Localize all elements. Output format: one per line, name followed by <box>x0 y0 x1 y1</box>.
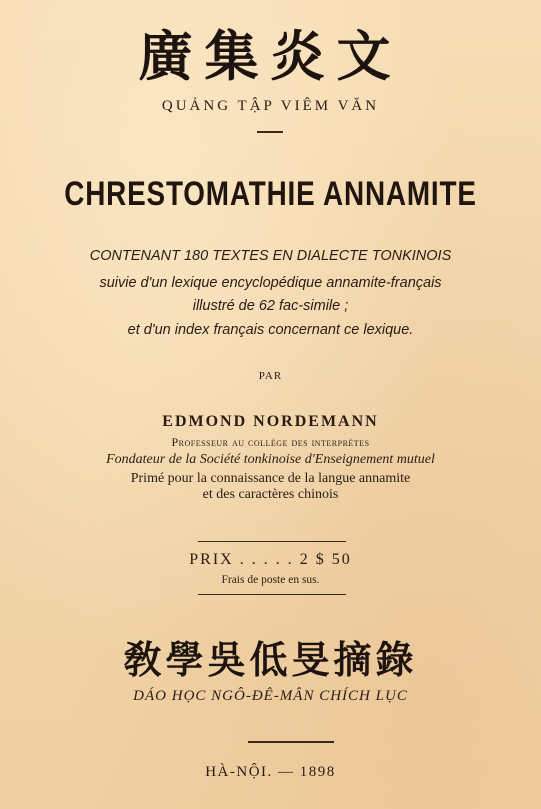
subtitle-line-3: illustré de 62 fac-simile ; <box>192 298 349 314</box>
price-rule-top <box>198 541 346 542</box>
author-role-award-cont: et des caractères chinois <box>202 487 339 502</box>
short-rule-bottom <box>248 741 334 743</box>
chinese-title: 廣集炎文 <box>138 24 403 88</box>
author-role-professor: Professeur au collège des interprètes <box>171 435 370 449</box>
author-role-founder: Fondateur de la Société tonkinoise d'Enseignement mutuel <box>106 452 435 467</box>
short-rule-top <box>257 131 283 133</box>
subtitle-line-1: CONTENANT 180 TEXTES EN DIALECTE TONKINOIS <box>89 248 452 264</box>
subtitle-line-2: suivie d'un lexique encyclopédique annamite-français <box>99 275 442 291</box>
by-label: PAR <box>258 370 283 382</box>
main-title: CHRESTOMATHIE ANNAMITE <box>64 175 477 213</box>
romanized-publisher: DÁO HỌC NGÔ-ĐÊ-MÂN CHÍCH LỤC <box>133 688 408 704</box>
author-name: EDMOND NORDEMANN <box>162 413 379 430</box>
price-rule-bottom <box>198 594 346 595</box>
place-and-date: HÀ-NỘI. — 1898 <box>205 764 336 780</box>
postage-note: Frais de poste en sus. <box>221 574 320 586</box>
price-label: PRIX . . . . . 2 $ 50 <box>189 551 352 568</box>
subtitle-line-4: et d'un index français concernant ce lexique. <box>127 322 414 338</box>
author-role-award: Primé pour la connaissance de la langue annamite <box>130 471 411 486</box>
chinese-publisher: 敎學吳低旻摘錄 <box>123 637 418 682</box>
romanized-title: QUẢNG TẬP VIÊM VĂN <box>161 98 380 114</box>
